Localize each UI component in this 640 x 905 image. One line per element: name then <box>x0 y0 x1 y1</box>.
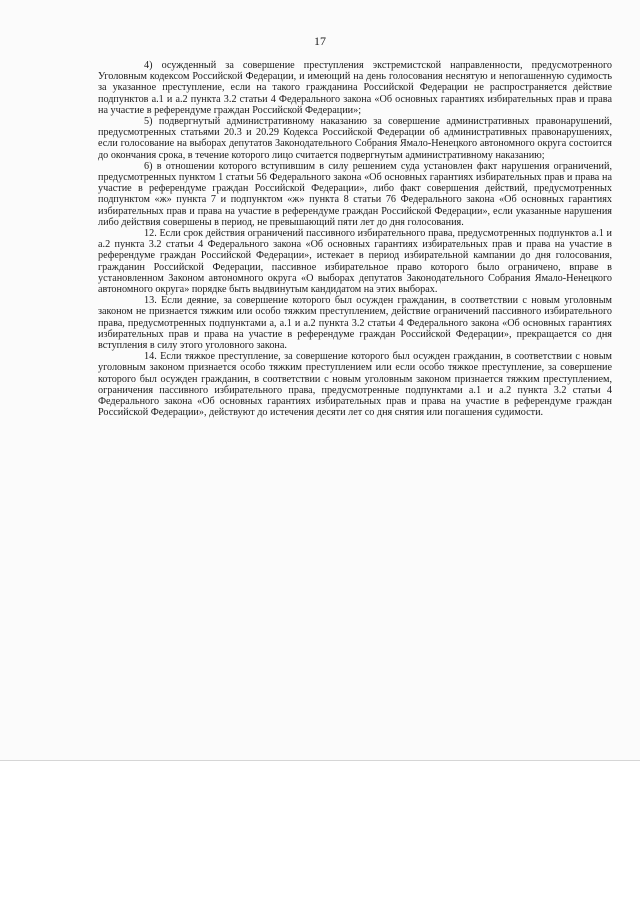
page-number: 17 <box>314 34 326 48</box>
paragraph-clause-13: 13. Если деяние, за совершение которого был осужден гражданин, в соответствии с новым уголовным законом не признается тяжким или особо тяжким преступлением, действие ограничений пассивного избирательного права, предусмотренных подпунктами а, а.1 и а.2 пункта 3.2 статьи 4 Федерального закона «Об основных гарантиях избирательных прав и права на участие в референдуме граждан Российской Федерации», прекращается со дня вступления в силу этого уголовного закона. <box>98 295 612 352</box>
paragraph-item-4: 4) осужденный за совершение преступления экстремистской направленности, предусмотренного Уголовным кодексом Российской Федерации, и имеющий на день голосования неснятую и непогашенную судимость за указанное преступление, если на такого гражданина Российской Федерации не распространяется действие подпунктов а.1 и а.2 пункта 3.2 статьи 4 Федерального закона «Об основных гарантиях избирательных прав и права на участие в референдуме граждан Российской Федерации»; <box>98 60 612 116</box>
document-body <box>98 60 612 419</box>
paragraph-clause-14: 14. Если тяжкое преступление, за совершение которого был осужден гражданин, в соответствии с новым уголовным законом признается особо тяжким преступлением или если особо тяжкое преступление, за совершение которого был осужден гражданин, в соответствии с новым уголовным законом признается тяжким преступлением, ограничения пассивного избирательного права, предусмотренные подпунктами а.1 и а.2 пункта 3.2 статьи 4 Федерального закона «Об основных гарантиях избирательных прав и права на участие в референдуме граждан Российской Федерации», действуют до истечения десяти лет со дня снятия или погашения судимости. <box>98 351 612 419</box>
paragraph-item-6: 6) в отношении которого вступившим в силу решением суда установлен факт нарушения ограничений, предусмотренных пунктом 1 статьи 56 Федерального закона «Об основных гарантиях избирательных прав и права на участие в референдуме граждан Российской Федерации», либо факт совершения действий, предусмотренных подпунктом «ж» пункта 7 и подпунктом «ж» пункта 8 статьи 76 Федерального закона «Об основных гарантиях избирательных прав и права на участие в референдуме граждан Российской Федерации», если указанные нарушения либо действия совершены в период, не превышающий пяти лет до дня голосования. <box>98 160 612 228</box>
paragraph-clause-12: 12. Если срок действия ограничений пассивного избирательного права, предусмотренных подпунктов а.1 и а.2 пункта 3.2 статьи 4 Федерального закона «Об основных гарантиях избирательных прав и права на участие в референдуме граждан Российской Федерации», истекает в период избирательной кампании до дня голосования, гражданин Российской Федерации, пассивное избирательное право которого было ограничено, вправе в установленном Законом автономного округа «О выборах депутатов Законодательного Собрания Ямало-Ненецкого автономного округа» порядке быть выдвинутым кандидатом на этих выборах. <box>98 228 612 296</box>
paragraph-item-5: 5) подвергнутый административному наказанию за совершение административных правонарушений, предусмотренных статьями 20.3 и 20.29 Кодекса Российской Федерации об административных правонарушениях, если голосование на выборах депутатов Законодательного Собрания Ямало-Ненецкого автономного округа состоится до окончания срока, в течение которого лицо считается подвергнутым административному наказанию; <box>98 116 612 161</box>
blank-area <box>0 761 640 905</box>
